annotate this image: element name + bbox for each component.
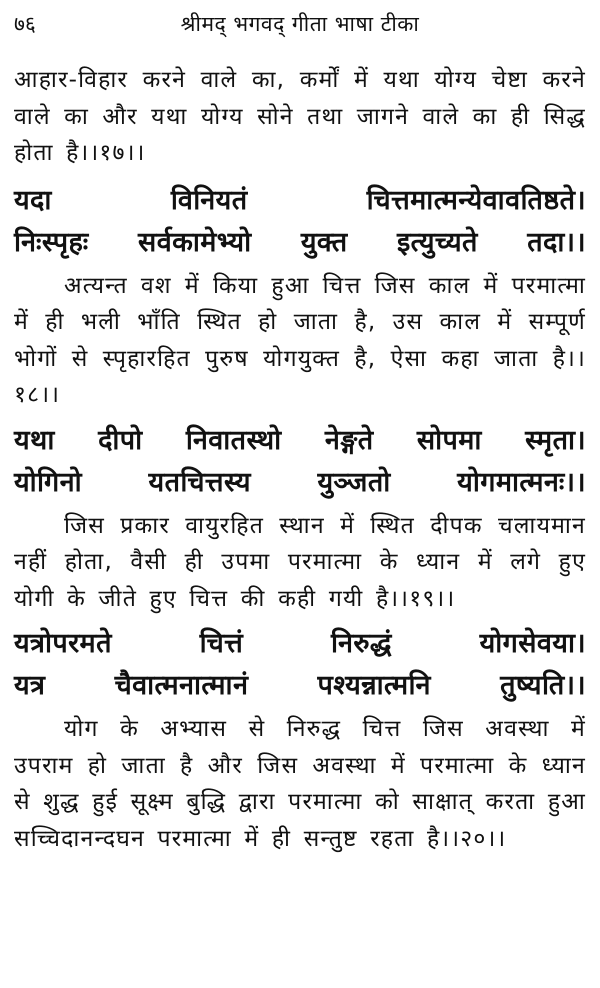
running-title: श्रीमद् भगवद् गीता भाषा टीका bbox=[180, 12, 420, 36]
translation-paragraph-19: जिस प्रकार वायुरहित स्थान में स्थित दीपक चलायमान नहीं होता, वैसी ही उपमा परमात्मा के ध्यान में लगे हुए योगी के जीते हुए चित्त की कही गयी है।।१९।। bbox=[14, 512, 586, 612]
verse-18-line-2: निःस्पृहः सर्वकामेभ्यो युक्त इत्युच्यते तदा।। bbox=[14, 226, 586, 258]
page-number: ७६ bbox=[14, 12, 36, 36]
verse-19-line-1: यथा दीपो निवातस्थो नेङ्गते सोपमा स्मृता। bbox=[14, 424, 586, 456]
sanskrit-verse-20 bbox=[14, 623, 586, 707]
translation-paragraph-18: अत्यन्त वश में किया हुआ चित्त जिस काल में परमात्मा में ही भली भाँति स्थित हो जाता है, उस काल में सम्पूर्ण भोगों से स्पृहारहित पुरुष योगयुक्त है, ऐसा कहा जाता है।।१८।। bbox=[14, 272, 586, 408]
translation-paragraph-20: योग के अभ्यास से निरुद्ध चित्त जिस अवस्था में उपराम हो जाता है और जिस अवस्था में परमात्मा के ध्यान से शुद्ध हुई सूक्ष्म बुद्धि द्वारा परमात्मा को साक्षात् करता हुआ सच्चिदानन्दघन परमात्मा में ही सन्तुष्ट रहता है।।२०।। bbox=[14, 716, 586, 852]
verse-20-line-2: यत्र चैवात्मनात्मानं पश्यन्नात्मनि तुष्यति।। bbox=[14, 670, 586, 701]
commentary-paragraph-17: आहार-विहार करने वाले का, कर्मों में यथा योग्य चेष्टा करने वाले का और यथा योग्य सोने तथा जागने वाले का ही सिद्ध होता है।।१७।। bbox=[14, 67, 586, 166]
verse-20-line-1: यत्रोपरमते चित्तं निरुद्धं योगसेवया। bbox=[14, 628, 586, 659]
verse-19-line-2: योगिनो यतचित्तस्य युञ्जतो योगमात्मनः।। bbox=[14, 466, 586, 498]
page-body bbox=[14, 62, 586, 857]
sanskrit-verse-19 bbox=[14, 420, 586, 504]
page-header bbox=[14, 10, 586, 44]
sanskrit-verse-18 bbox=[14, 180, 586, 264]
verse-18-line-1: यदा विनियतं चित्तमात्मन्येवावतिष्ठते। bbox=[14, 184, 586, 216]
